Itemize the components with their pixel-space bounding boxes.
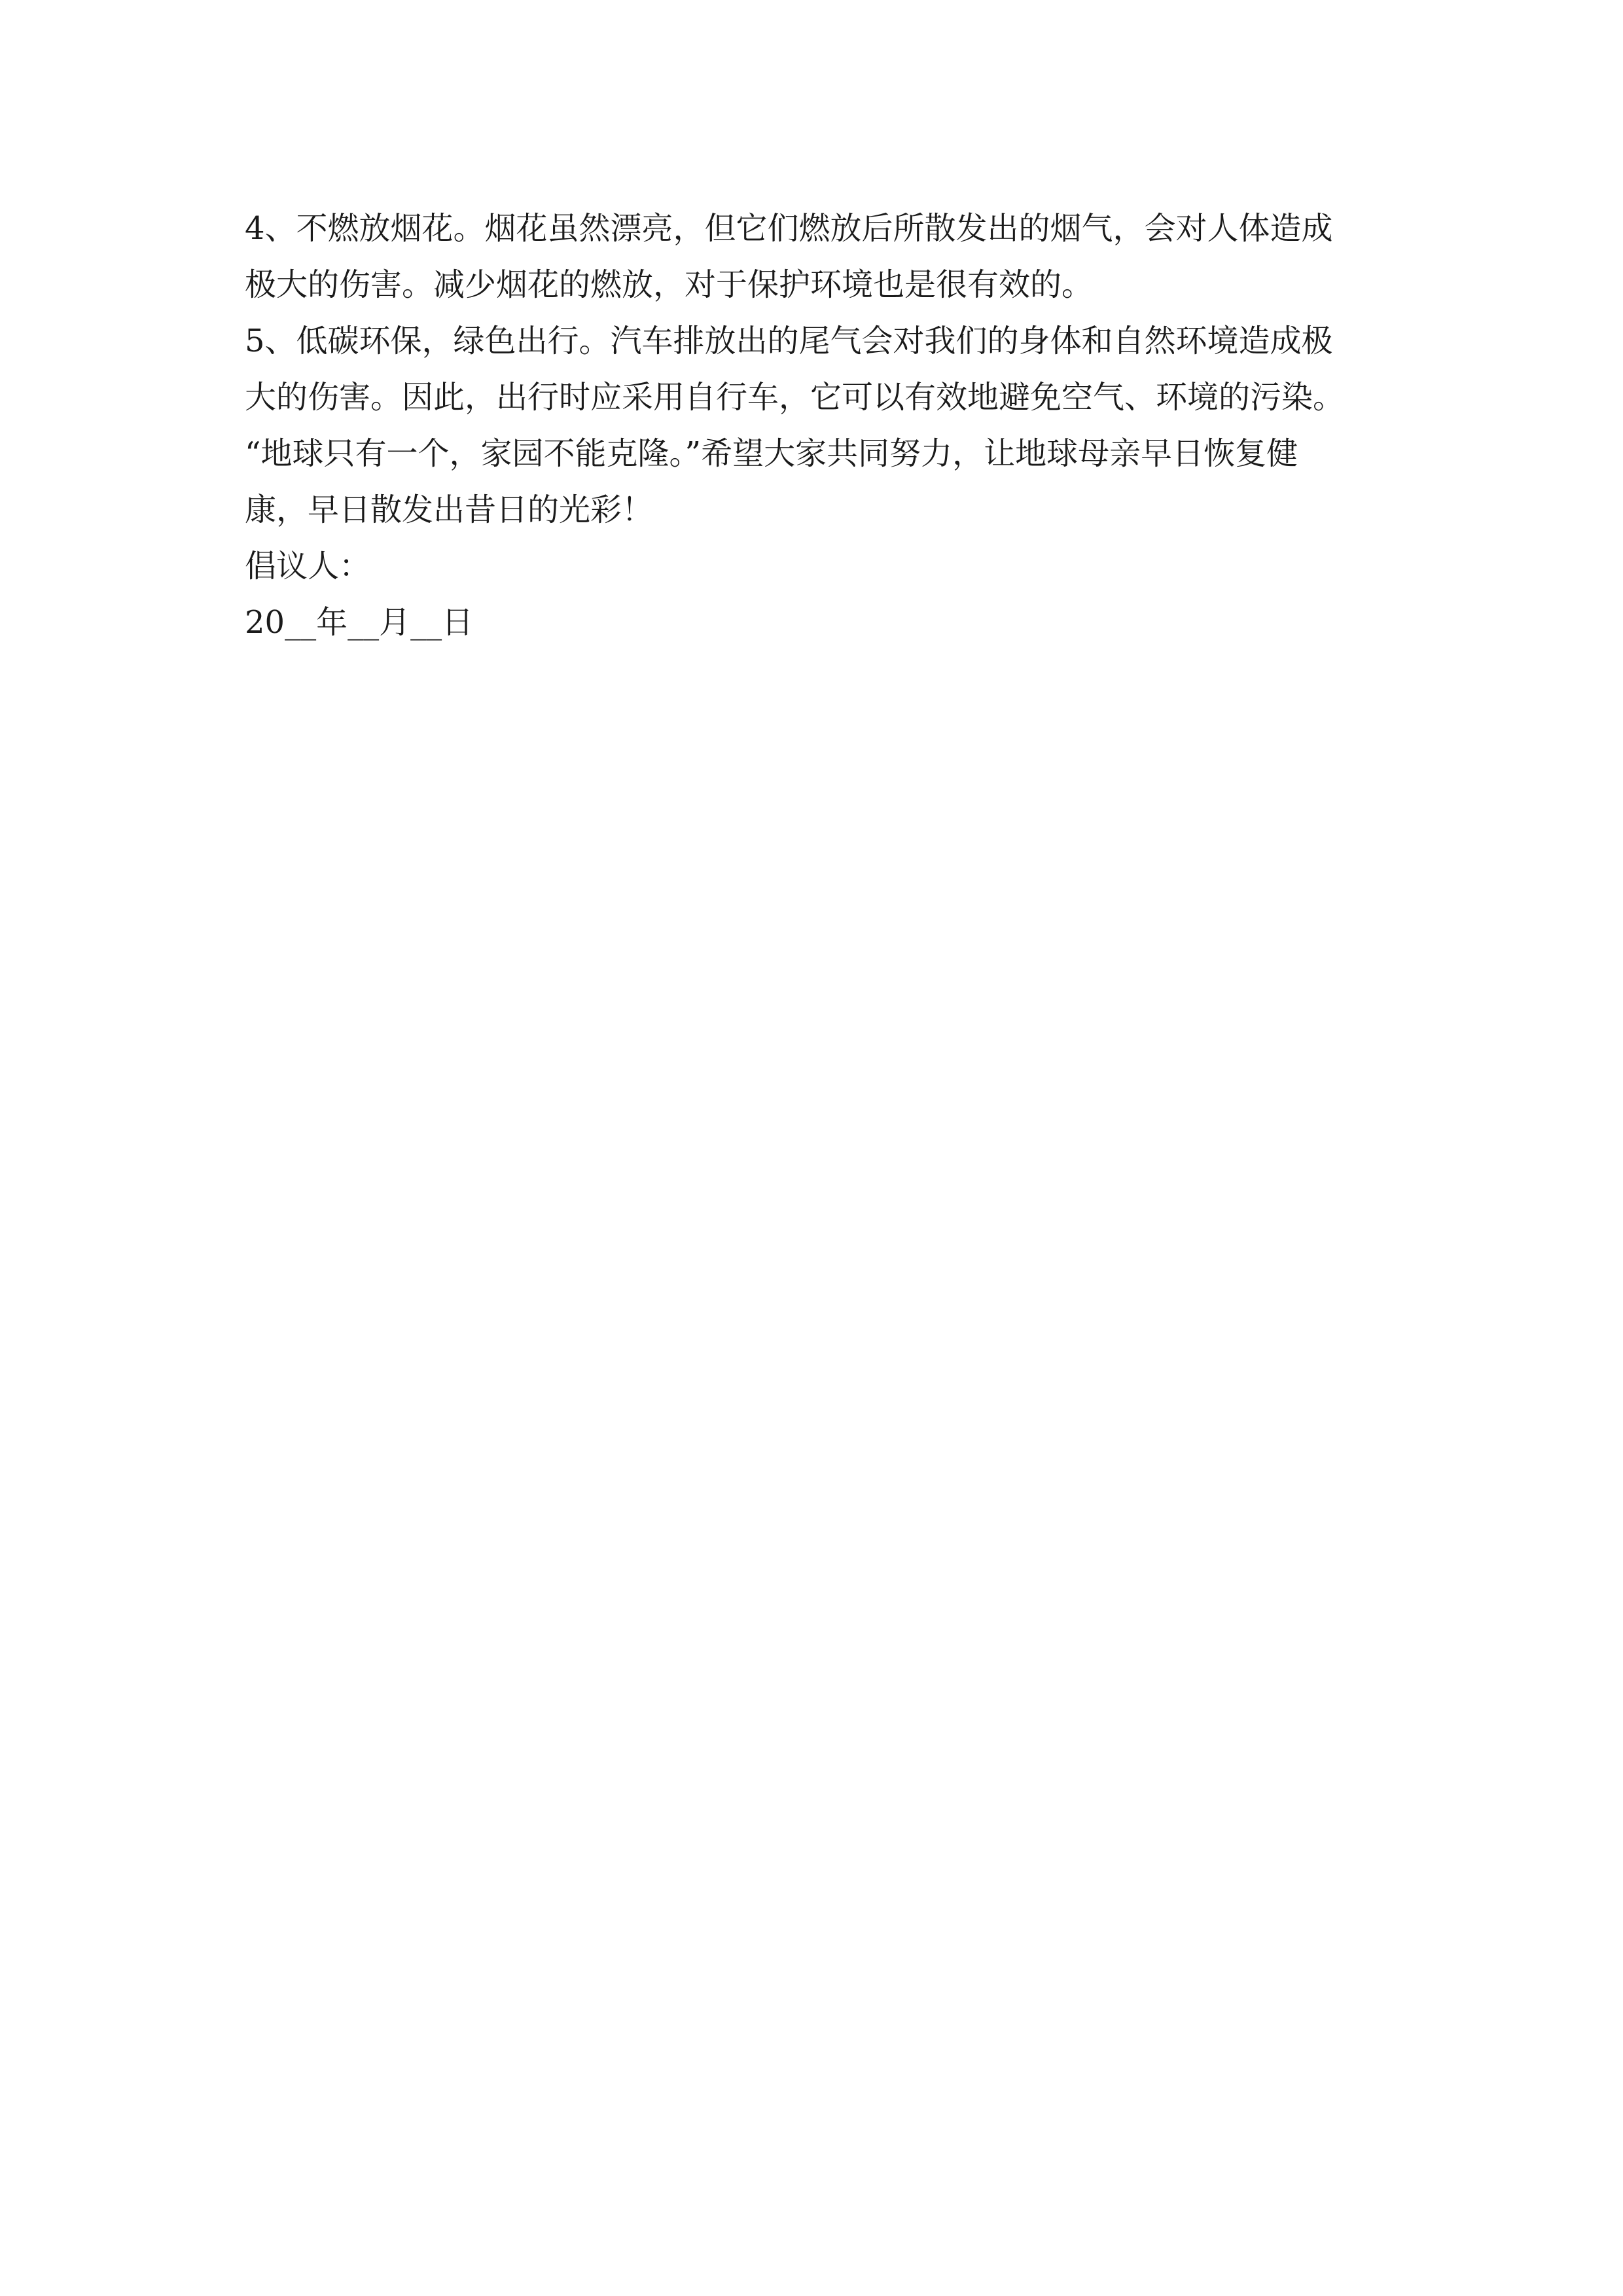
date-line: 20__年__月__日 <box>245 604 474 641</box>
paragraph-line: 5、低碳环保，绿色出行。汽车排放出的尾气会对我们的身体和自然环境造成极 <box>245 323 1333 359</box>
paragraph-line: “地球只有一个，家园不能克隆。”希望大家共同努力，让地球母亲早日恢复健 <box>245 435 1298 472</box>
document-body <box>245 200 1383 651</box>
paragraph-line: 康，早日散发出昔日的光彩！ <box>245 492 654 528</box>
paragraph-line: 4、不燃放烟花。烟花虽然漂亮，但它们燃放后所散发出的烟气，会对人体造成 <box>245 210 1333 247</box>
paragraph-line: 大的伤害。因此，出行时应采用自行车，它可以有效地避免空气、环境的污染。 <box>245 379 1345 416</box>
paragraph-line: 极大的伤害。减少烟花的燃放，对于保护环境也是很有效的。 <box>245 266 1094 303</box>
signature-label: 倡议人： <box>245 548 371 584</box>
